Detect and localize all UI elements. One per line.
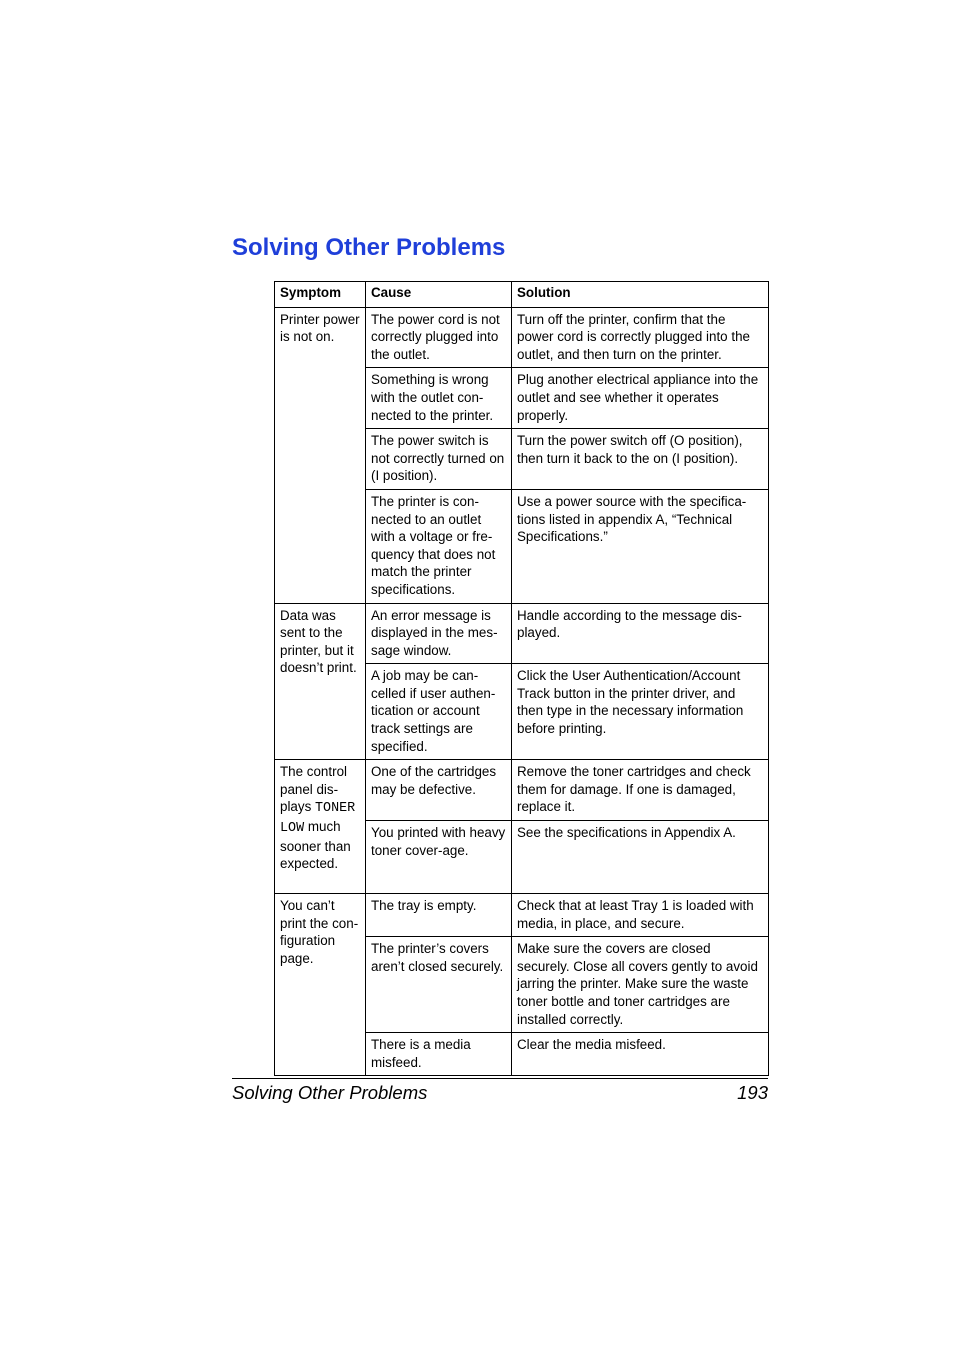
symptom-cell: Printer power is not on.: [275, 307, 366, 603]
table-header-row: [275, 282, 769, 308]
page-title: Solving Other Problems: [232, 234, 506, 261]
footer-divider: [232, 1078, 768, 1079]
cause-cell: The printer is con-nected to an outlet with a voltage or fre-quency that does not match the printer specifications.: [366, 489, 512, 603]
cause-cell: The printer’s covers aren’t closed securely.: [366, 937, 512, 1033]
header-solution: Solution: [512, 282, 769, 308]
cause-cell: A job may be can-celled if user authen-tication or account track settings are specified.: [366, 664, 512, 760]
solution-cell: Handle according to the message dis-played.: [512, 603, 769, 664]
solution-cell: Plug another electrical appliance into the outlet and see whether it operates properly.: [512, 368, 769, 429]
solution-cell: See the specifications in Appendix A.: [512, 821, 769, 894]
table-row: [275, 894, 769, 937]
symptom-text-before: The control panel dis-plays: [280, 764, 347, 815]
solution-cell: Turn off the printer, confirm that the power cord is correctly plugged into the outlet, and then turn on the printer.: [512, 307, 769, 368]
cause-cell: The power cord is not correctly plugged into the outlet.: [366, 307, 512, 368]
table-row: [275, 760, 769, 821]
solution-cell: Turn the power switch off (O position), then turn it back to the on (I position).: [512, 429, 769, 490]
solution-cell: Make sure the covers are closed securely. Close all covers gently to avoid jarring the printer. Make sure the waste toner bottle and toner cartridges are installed correctly.: [512, 937, 769, 1033]
toner-low-message: TONER LOW: [280, 801, 356, 837]
solution-cell: Use a power source with the specifica-tions listed in appendix A, “Technical Specifications.”: [512, 489, 769, 603]
solution-cell: Check that at least Tray 1 is loaded with media, in place, and secure.: [512, 894, 769, 937]
cause-cell: The tray is empty.: [366, 894, 512, 937]
footer-title: Solving Other Problems: [232, 1082, 428, 1103]
page-number: 193: [737, 1082, 768, 1103]
cause-cell: You printed with heavy toner cover-age.: [366, 821, 512, 894]
solution-cell: Click the User Authentication/Account Track button in the printer driver, and then type in the necessary information before printing.: [512, 664, 769, 760]
cause-cell: There is a media misfeed.: [366, 1033, 512, 1076]
header-symptom: Symptom: [275, 282, 366, 308]
solution-cell: Remove the toner cartridges and check them for damage. If one is damaged, replace it.: [512, 760, 769, 821]
cause-cell: The power switch is not correctly turned on (I position).: [366, 429, 512, 490]
solution-cell: Clear the media misfeed.: [512, 1033, 769, 1076]
troubleshooting-table: [274, 281, 769, 1076]
table-row: [275, 603, 769, 664]
symptom-cell: Data was sent to the printer, but it doesn’t print.: [275, 603, 366, 760]
cause-cell: One of the cartridges may be defective.: [366, 760, 512, 821]
header-cause: Cause: [366, 282, 512, 308]
table-row: [275, 307, 769, 368]
cause-cell: An error message is displayed in the mes-sage window.: [366, 603, 512, 664]
cause-cell: Something is wrong with the outlet con-nected to the printer.: [366, 368, 512, 429]
symptom-text-after: much sooner than expected.: [280, 819, 351, 872]
symptom-cell: [275, 760, 366, 894]
symptom-cell: You can’t print the con-figuration page.: [275, 894, 366, 1076]
